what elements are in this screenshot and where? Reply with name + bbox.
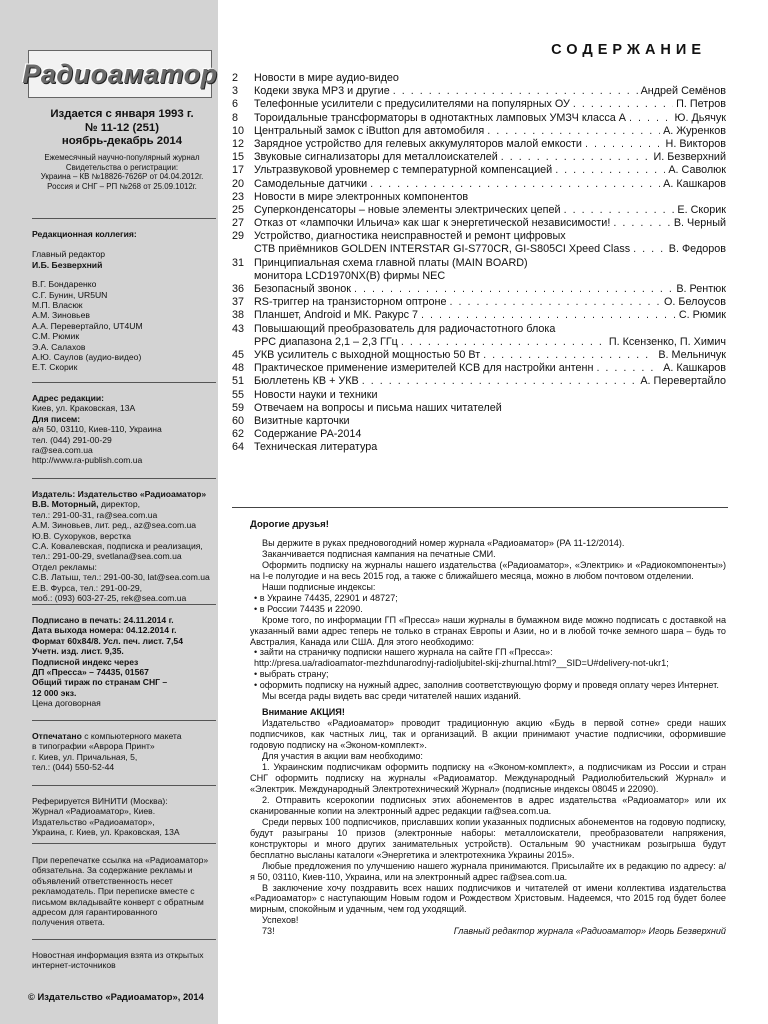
board-member: А.М. Зиновьев: [32, 310, 90, 321]
toc-author: С. Рюмик: [678, 309, 726, 322]
reprint-line: обязательна. За содержание рекламы и: [32, 865, 193, 876]
toc-author: Е. Скорик: [677, 203, 726, 216]
letter-footer: [250, 926, 726, 937]
toc-item[interactable]: [232, 178, 726, 191]
toc-item-continuation[interactable]: [232, 336, 726, 349]
letter-paragraph: Заканчивается подписная кампания на печатные СМИ.: [262, 548, 496, 559]
print-line: 12 000 экз.: [32, 687, 77, 698]
reprint-line: адресом для гарантированного: [32, 907, 158, 918]
toc-item[interactable]: [232, 85, 726, 98]
print-line: Дата выхода номера: 04.12.2014 г.: [32, 625, 177, 636]
viniti-block: [32, 796, 216, 838]
letter-paragraph: Мы всегда рады видеть вас среди читателей наших изданий.: [262, 691, 522, 702]
print-info: [32, 615, 216, 709]
publisher-line: Ю.В. Сухоруков, верстка: [32, 530, 132, 541]
toc-item[interactable]: [232, 323, 726, 336]
toc-page: 10: [232, 124, 245, 137]
divider: [32, 785, 216, 786]
issue-info: [30, 108, 214, 149]
publisher-line: С.В. Латыш, тел.: 291-00-30, lat@sea.com.ua: [32, 572, 210, 583]
toc-author: П. Ксензенко, П. Химич: [608, 335, 726, 348]
toc-author: В. Мельничук: [658, 348, 726, 361]
toc-page: 38: [232, 309, 245, 322]
toc-title: Новости в мире аудио-видео: [254, 72, 399, 84]
since-text: Издается с января 1993 г.: [50, 108, 194, 120]
toc-item[interactable]: [232, 164, 726, 177]
toc-item[interactable]: [232, 72, 726, 85]
divider: [32, 382, 216, 383]
toc-page: 27: [232, 217, 245, 230]
price: Цена договорная: [32, 698, 101, 709]
toc-title: Безопасный звонок: [254, 283, 351, 295]
wish-text: Успехов!: [262, 915, 299, 926]
viniti-line: Журнал «Радиоаматор», Киев.: [32, 806, 156, 817]
toc-author: П. Петров: [676, 98, 726, 111]
toc-item[interactable]: [232, 415, 726, 428]
divider: [32, 720, 216, 721]
toc-page: 2: [232, 72, 239, 84]
toc-leader: [370, 178, 660, 190]
board-member: М.П. Власюк: [32, 300, 83, 311]
toc-page: 15: [232, 151, 245, 164]
printed-block: [32, 731, 216, 773]
reprint-line: При перепечатке ссылка на «Радиоаматор»: [32, 855, 209, 865]
letter-bullet: • выбрать страну;: [254, 669, 329, 680]
toc-title: Отвечаем на вопросы и письма наших читателей: [254, 401, 502, 414]
toc-title: Центральный замок с iButton для автомобиля: [254, 124, 485, 137]
toc-page: 23: [232, 190, 245, 203]
publisher-line: моб.: (093) 603-27-25, rek@sea.com.ua: [32, 593, 187, 604]
action-paragraph: В заключение хочу поздравить всех наших подписчиков и читателей от имени коллектива издательства «Радиоаматор» с наступающим Новым годом и Рождеством Христовым. Надеемся, что 2015 год будет более мирным, спокойным и удачным, чем год уходящий.: [250, 882, 726, 915]
letter-bullet: • в России 74435 и 22090.: [254, 603, 363, 614]
issue-period: ноябрь-декабрь 2014: [61, 135, 183, 147]
letter-bullet: • оформить подписку на нужный адрес, заполнив соответствующую форму и проведя оплату через Интернет.: [254, 680, 719, 691]
toc-author: А. Кашкаров: [663, 177, 726, 190]
toc-title: Ультразвуковой уровнемер с температурной компенсацией: [254, 164, 553, 177]
publisher-line: А.М. Зиновьев, лит. ред., az@sea.com.ua: [32, 520, 197, 531]
toc-item[interactable]: [232, 428, 726, 441]
toc-item[interactable]: [232, 441, 726, 454]
toc-title: Самодельные датчики: [254, 177, 368, 190]
toc-page: 55: [232, 388, 245, 401]
action-paragraph: Для участия в акции вам необходимо:: [262, 751, 423, 762]
action-heading: Внимание АКЦИЯ!: [262, 707, 345, 718]
toc-leader: [483, 349, 655, 361]
reprint-line: рекламодатель. При переписке вместе с: [32, 886, 195, 897]
toc-title: Тороидальные трансформаторы в однотактных ламповых УМЗЧ класса А: [254, 111, 626, 124]
viniti-line: Издательство «Радиоаматор»,: [32, 816, 155, 827]
subscription-link[interactable]: http://presa.ua/radioamator-mezhdunarodnyj-radioljubitel-skij-zhurnal.html?__SID=U#delivery-not-ukr1;: [254, 658, 669, 669]
toc-item[interactable]: [232, 217, 726, 230]
publisher-line: тел.: 291-00-31, ra@sea.com.ua: [32, 509, 158, 520]
toc-author: А. Кашкаров: [663, 362, 726, 375]
signature: Главный редактор журнала «Радиоаматор» Игорь Безверхний: [453, 926, 726, 937]
toc-item[interactable]: [232, 230, 726, 243]
toc-page: 37: [232, 296, 245, 309]
toc-item[interactable]: [232, 257, 726, 270]
toc-leader: [585, 138, 663, 150]
toc-title: Звуковые сигнализаторы для металлоискателей: [254, 151, 498, 164]
toc-title: Повышающий преобразователь для радиочастотного блока: [254, 322, 556, 335]
divider: [232, 507, 728, 508]
toc-page: 25: [232, 203, 245, 216]
toc-page: 8: [232, 111, 239, 124]
toc-page: 45: [232, 348, 245, 361]
board-member: А.А. Перевертайло, UT4UM: [32, 320, 143, 331]
toc-leader: [613, 217, 670, 229]
journal-type: Ежемесячный научно-популярный журнал: [44, 153, 200, 162]
publisher-head-role: директор,: [98, 499, 140, 510]
divider: [32, 218, 216, 219]
board-member: Е.Т. Скорик: [32, 362, 78, 373]
toc-title: Принципиальная схема главной платы (MAIN BOARD): [254, 256, 528, 269]
toc-leader: [449, 296, 661, 308]
news-note-line: интернет-источников: [32, 960, 116, 971]
toc-title: Техническая литература: [254, 441, 378, 454]
toc-item[interactable]: [232, 204, 726, 217]
toc-item[interactable]: [232, 191, 726, 204]
board-member: В.Г. Бондаренко: [32, 279, 97, 290]
toc-leader: [596, 362, 660, 374]
toc-leader: [555, 164, 665, 176]
toc-page: 12: [232, 137, 245, 150]
printed-line: в типографии «Аврора Принт»: [32, 741, 155, 752]
toc-leader: [629, 112, 672, 124]
journal-logo: [22, 50, 218, 98]
chief-name: И.Б. Безверхний: [32, 259, 103, 270]
toc-page: 20: [232, 177, 245, 190]
issue-number: № 11-12 (251): [84, 121, 160, 134]
toc-item[interactable]: [232, 389, 726, 402]
toc-author: О. Белоусов: [664, 296, 726, 309]
toc-author: И. Безверхний: [653, 151, 726, 164]
toc-author: А. Перевертайло: [640, 375, 726, 388]
action-paragraph: 2. Отправить ксерокопии подписных этих абонементов в адрес издательства «Радиоаматор» или их сканированные копии на электронный адрес редакции ra@sea.com.ua.: [250, 794, 726, 816]
news-note-line: Новостная информация взята из открытых: [32, 950, 204, 960]
toc-page: 29: [232, 230, 245, 243]
toc-title: РРС диапазона 2,1 – 2,3 ГГц: [254, 335, 398, 348]
letters-line: а/я 50, 03110, Киев-110, Украина: [32, 424, 162, 435]
letter-heading: Дорогие друзья!: [250, 519, 329, 530]
board-title: Редакционная коллегия:: [32, 229, 137, 239]
toc-item[interactable]: [232, 296, 726, 309]
toc-page: 51: [232, 375, 245, 388]
news-note: [32, 950, 216, 971]
divider: [32, 604, 216, 605]
toc-page: 36: [232, 283, 245, 295]
toc-title: Визитные карточки: [254, 414, 350, 427]
publisher-line: Отдел рекламы:: [32, 561, 97, 572]
letter-paragraph: Наши подписные индексы:: [262, 581, 376, 592]
toc-item[interactable]: [232, 138, 726, 151]
print-line: Учетн. изд. лист. 9,35.: [32, 646, 124, 657]
registration-label: Свидетельства о регистрации:: [65, 162, 179, 172]
toc-page: 64: [232, 441, 245, 454]
publisher-line: С.А. Ковалевская, подписка и реализация,: [32, 541, 203, 552]
divider: [32, 478, 216, 479]
toc-title: Устройство, диагностика неисправностей и ремонт цифровых: [254, 230, 566, 243]
action-paragraph: Среди первых 100 подписчиков, приславших копии указанных подписных абонементов на годовую подписку, будут разыграны 10 призов (электронные наборы: металлоискатели, преобразователи напряжения, конструкторы и много других занимательных устройств). Остальным 90 участникам розыгрыша будут бесплатно высланы каталоги «Энергетика и электротехника Украины 2015».: [250, 816, 726, 860]
toc-leader: [487, 125, 660, 137]
toc-page: 62: [232, 428, 245, 441]
toc-item[interactable]: [232, 402, 726, 415]
board-member: С.Г. Бунин, UR5UN: [32, 289, 108, 300]
printed-line: тел.: (044) 550-52-44: [32, 762, 115, 773]
toc-author: Н. Викторов: [665, 137, 726, 150]
registration-ru: Россия и СНГ – РП №268 от 25.09.1012г.: [47, 181, 197, 191]
toc-author: Андрей Семёнов: [640, 85, 726, 98]
board-member: Э.А. Салахов: [32, 341, 86, 352]
toc-item[interactable]: [232, 112, 726, 125]
toc-title: Планшет, Android и МК. Ракурс 7: [254, 309, 418, 322]
viniti-line: Реферируется ВИНИТИ (Москва):: [32, 796, 168, 806]
toc-title: Кодеки звука MP3 и другие: [254, 85, 390, 98]
toc-author: В. Черный: [673, 217, 726, 230]
toc-title: УКВ усилитель с выходной мощностью 50 Вт: [254, 348, 481, 361]
toc-author: В. Федоров: [668, 243, 726, 256]
publisher-title: Издатель: Издательство «Радиоаматор»: [32, 489, 207, 499]
toc-title: Практическое применение измерителей КСВ для настройки антенн: [254, 362, 594, 375]
letter-paragraph: Оформить подписку на журналы нашего издательства («Радиоаматор», «Электрик» и «Радиокомпоненты») на I-е полугодие и на весь 2015 год, а также с ближайшего месяца, можно в любом почтовом отделении.: [250, 559, 726, 581]
letter-bullet: • в Украине 74435, 22901 и 48727;: [254, 592, 398, 603]
toc-title: Бюллетень КВ + УКВ: [254, 375, 359, 388]
toc-leader: [501, 151, 651, 163]
printed-title: Отпечатано: [32, 731, 82, 741]
toc-item[interactable]: [232, 283, 726, 296]
print-line: Формат 60х84/8. Усл. печ. лист. 7,54: [32, 635, 183, 646]
reprint-note: [32, 855, 216, 928]
toc-title: Новости науки и техники: [254, 388, 378, 401]
toc-title: монитора LCD1970NX(B) фирмы NEC: [254, 269, 446, 282]
sidebar: [0, 0, 218, 1024]
toc-page: 60: [232, 414, 245, 427]
toc-heading: СОДЕРЖАНИЕ: [551, 42, 706, 58]
toc-item[interactable]: [232, 98, 726, 111]
toc-leader: [354, 283, 673, 295]
page-number: 73!: [262, 926, 275, 937]
toc-title: Отказ от «лампочки Ильича» как шаг к энергетической независимости!: [254, 217, 611, 230]
toc-leader: [393, 85, 638, 97]
action-paragraph: 1. Украинским подписчикам оформить подписку на «Эконом-комплект», а подписчикам из России и стран СНГ оформить подписку на журналы «Радиоаматор. Международный Радиолюбительский Журнал» и «Электрик. Международный Электротехнический Журнал» (подписные индексы 08045 и 22090).: [250, 762, 726, 794]
toc-leader: [573, 98, 673, 110]
toc-title: СТВ приёмников GOLDEN INTERSTAR GI-S770CR, GI-S805CI Xpeed Class: [254, 243, 631, 256]
toc-title: Телефонные усилители с предусилителями на популярных ОУ: [254, 98, 570, 111]
table-of-contents: [232, 72, 726, 454]
letter-bullet: • зайти на страничку подписки нашего журнала на сайте ГП «Пресса»:: [254, 647, 553, 658]
board-member: А.Ю. Саулов (аудио-видео): [32, 352, 142, 363]
publisher-head: В.В. Моторный,: [32, 499, 99, 510]
toc-author: А. Саволюк: [668, 164, 726, 177]
toc-title: Содержание РА-2014: [254, 428, 362, 441]
publisher-line: тел.: 291-00-29, svetlana@sea.com.ua: [32, 551, 182, 562]
toc-page: 43: [232, 322, 245, 335]
toc-author: В. Рентюк: [676, 283, 726, 295]
toc-page: 31: [232, 256, 245, 269]
toc-item[interactable]: [232, 362, 726, 375]
toc-author: А. Журенков: [663, 124, 726, 137]
print-line: Подписной индекс через: [32, 656, 139, 667]
divider: [32, 939, 216, 940]
reprint-line: получения ответа.: [32, 917, 105, 928]
editor-letter: [250, 520, 726, 937]
address-title: Адрес редакции:: [32, 393, 105, 403]
letter-paragraph: Вы держите в руках предновогодний номер журнала «Радиоаматор» (РА 11-12/2014).: [262, 537, 625, 548]
toc-title: Суперконденсаторы – новые элементы электрических цепей: [254, 203, 561, 216]
toc-item[interactable]: [232, 125, 726, 138]
toc-leader: [421, 309, 676, 321]
toc-item-continuation[interactable]: [232, 270, 726, 283]
toc-title: Зарядное устройство для гелевых аккумуляторов малой емкости: [254, 137, 582, 150]
copyright: © Издательство «Радиоаматор», 2014: [28, 991, 204, 1002]
toc-page: 3: [232, 85, 239, 98]
toc-item[interactable]: [232, 349, 726, 362]
letter-paragraph: Кроме того, по информации ГП «Пресса» наши журналы в бумажном виде можно подписать с доставкой на указанный вами адрес теперь не только в странах Европы и Азии, но и в любой точке земного шара – будь то Австралия, Канада или США. Для этого необходимо:: [250, 614, 726, 647]
action-paragraph: Любые предложения по улучшению нашего журнала принимаются. Присылайте их в редакцию по адресу: а/я 50, 03110, Киев-110, Украина, или на электронный адрес ra@sea.com.ua.: [250, 860, 726, 882]
printed-title-rest: с компьютерного макета: [81, 731, 182, 741]
divider: [32, 843, 216, 844]
logo-text: Радиоаматор: [22, 58, 218, 89]
printed-line: г. Киев, ул. Причальная, 5,: [32, 751, 138, 762]
toc-page: 59: [232, 401, 245, 414]
publisher-block: [32, 489, 216, 603]
toc-page: 6: [232, 98, 239, 111]
viniti-line: Украина, г. Киев, ул. Краковская, 13А: [32, 827, 180, 838]
toc-item-continuation[interactable]: [232, 243, 726, 256]
toc-item[interactable]: [232, 309, 726, 322]
print-line: Подписано в печать: 24.11.2014 г.: [32, 615, 174, 625]
toc-author: Ю. Дьячук: [674, 111, 726, 124]
reprint-line: письмом вкладывайте конверт с обратным: [32, 896, 204, 907]
letters-url[interactable]: http://www.ra-publish.com.ua: [32, 455, 143, 466]
reprint-line: объявлений ответственность несет: [32, 875, 173, 886]
toc-page: 48: [232, 362, 245, 375]
registration-info: [30, 153, 214, 191]
address-line: Киев, ул. Краковская, 13А: [32, 403, 136, 414]
toc-item[interactable]: [232, 375, 726, 388]
toc-title: RS-триггер на транзисторном оптроне: [254, 296, 447, 309]
registration-ua: Украина – КВ №18826-7626Р от 04.04.2012г.: [40, 172, 204, 182]
toc-leader: [401, 336, 606, 348]
address-block: [32, 393, 216, 466]
chief-role: Главный редактор: [32, 249, 106, 260]
letters-phone: тел. (044) 291-00-29: [32, 434, 112, 445]
toc-leader: [633, 243, 666, 255]
letters-title: Для писем:: [32, 413, 81, 424]
editorial-board: [32, 229, 216, 373]
action-paragraph: Издательство «Радиоаматор» проводит традиционную акцию «Будь в первой сотне» среди наших подписчиков, как частных лиц, так и организаций. В акции принимают участие подписчики, оформившие годовую подписку на «Эконом-комплект».: [250, 718, 726, 751]
print-line: ДП «Пресса» – 74435, 01567: [32, 667, 149, 678]
toc-leader: [564, 204, 675, 216]
toc-item[interactable]: [232, 151, 726, 164]
toc-page: 17: [232, 164, 245, 177]
toc-leader: [362, 375, 638, 387]
print-line: Общий тираж по странам СНГ –: [32, 677, 168, 688]
toc-title: Новости в мире электронных компонентов: [254, 190, 469, 203]
letters-email[interactable]: ra@sea.com.ua: [32, 445, 93, 456]
publisher-line: Е.В. Фурса, тел.: 291-00-29,: [32, 582, 143, 593]
board-member: С.М. Рюмик: [32, 331, 80, 342]
